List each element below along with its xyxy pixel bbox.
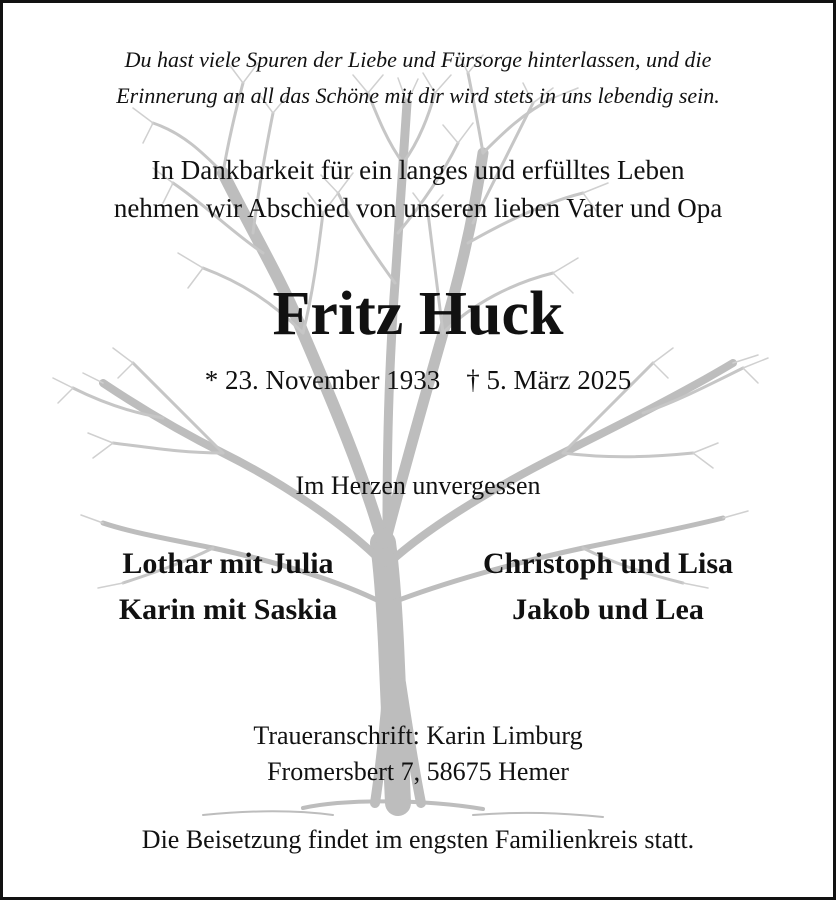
mourner-left-2: Karin mit Saskia [118,593,338,626]
death-date: † 5. März 2025 [466,365,632,395]
birth-date: * 23. November 1933 [204,365,441,395]
notice-content [3,3,833,897]
funeral-note: Die Beisetzung findet im engsten Familienkreis statt. [141,825,695,854]
quote-line-2: Erinnerung an all das Schöne mit dir wird stets in uns lebendig sein. [116,83,720,108]
mourner-right-2: Jakob und Lea [512,593,704,626]
life-dates [3,365,833,396]
intro-line-2: nehmen wir Abschied von unseren lieben Vater und Opa [113,193,723,223]
address-line-2: Fromersbert 7, 58675 Hemer [267,757,569,786]
intro-line-1: In Dankbarkeit für ein langes und erfülltes Leben [151,155,685,185]
mourner-right-1: Christoph und Lisa [482,547,734,580]
quote-line-1: Du hast viele Spuren der Liebe und Fürsorge hinterlassen, und die [124,47,712,72]
deceased-name: Fritz Huck [272,280,564,348]
mourner-left-1: Lothar mit Julia [122,547,334,580]
address-line-1: Traueranschrift: Karin Limburg [253,721,583,750]
memorial-motto: Im Herzen unvergessen [295,471,541,500]
